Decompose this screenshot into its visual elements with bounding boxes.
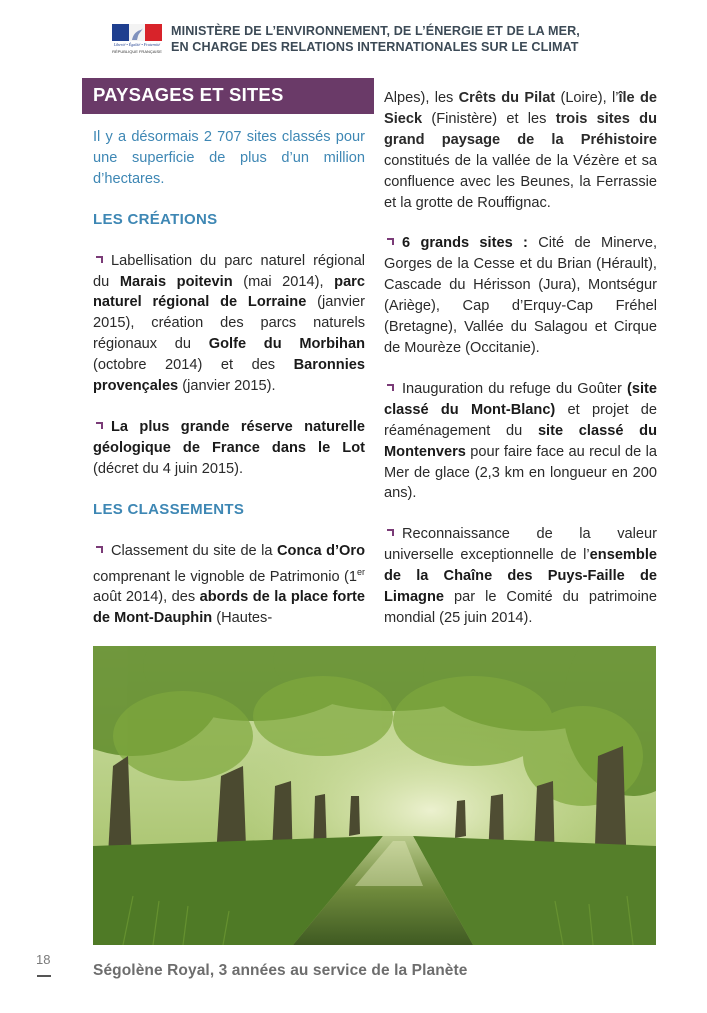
creations-heading: LES CRÉATIONS (93, 210, 218, 228)
arrow-bullet-icon (384, 526, 396, 538)
classements-item-conca-part1: Classement du site de la Conca d’Oro comprenant le vignoble de Patrimonio (1er août 2014), des abords de la place forte de Mont-Dauphin (Hautes- (93, 542, 365, 627)
republic-motto: Liberté • Égalité • Fraternité (113, 42, 161, 47)
section-title: PAYSAGES ET SITES (82, 78, 374, 114)
classements-item-mont-blanc: Inauguration du refuge du Goûter (site classé du Mont-Blanc) et projet de réaménagement du site classé du Montenvers pour faire face au recul de la Mer de glace (2,3 km en longueur en 200 ans). (384, 380, 657, 502)
classements-heading: LES CLASSEMENTS (93, 500, 245, 518)
arrow-bullet-icon (384, 381, 396, 393)
ministry-line-1: MINISTÈRE DE L’ENVIRONNEMENT, DE L’ÉNERGIE ET DE LA MER, (171, 24, 580, 38)
ministry-title (171, 23, 611, 55)
page-number: 18 (36, 952, 51, 967)
marais-poitevin-canal-photo (93, 646, 656, 945)
classements-item-conca-part2: Alpes), les Crêts du Pilat (Loire), l’île de Sieck (Finistère) et les trois sites du grand paysage de la Préhistoire constitués de la vallée de la Vézère et sa confluence avec les Beunes, la Ferrassie et la grotte de Rouffignac. (384, 90, 657, 211)
creations-item-reserve: La plus grande réserve naturelle géologique de France dans le Lot (décret du 4 juin 2015). (93, 418, 365, 477)
republic-label: RÉPUBLIQUE FRANÇAISE (112, 49, 162, 54)
footer-title: Ségolène Royal, 3 années au service de la Planète (93, 962, 468, 979)
classements-item-grands-sites: 6 grands sites : Cité de Minerve, Gorges de la Cesse et du Brian (Hérault), Cascade du Hérisson (Jura), Montségur (Ariège), Cap d’Erquy-Cap Fréhel (Bretagne), Vallée du Salagou et Cirque de Mourèze (Occitanie). (384, 235, 657, 356)
arrow-bullet-icon (384, 235, 396, 247)
ministry-line-2: EN CHARGE DES RELATIONS INTERNATIONALES SUR LE CLIMAT (171, 40, 579, 54)
classements-item-puys: Reconnaissance de la valeur universelle exceptionnelle de l’ensemble de la Chaîne des Puys-Faille de Limagne par le Comité du patrimoine mondial (25 juin 2014). (384, 526, 657, 626)
right-column (384, 88, 657, 629)
arrow-bullet-icon (93, 253, 105, 265)
marianne-logo (112, 24, 162, 56)
page-number-divider (37, 975, 51, 977)
tricolor-flag-icon (112, 24, 162, 41)
intro-paragraph: Il y a désormais 2 707 sites classés pour une superficie de plus d’un million d’hectares. (93, 129, 365, 187)
left-column (93, 78, 365, 629)
creations-item-parks: Labellisation du parc naturel régional du Marais poitevin (mai 2014), parc naturel régional de Lorraine (janvier 2015), création des parcs naturels régionaux du Golfe du Morbihan (octobre 2014) et des Baronnies provençales (janvier 2015). (93, 252, 365, 395)
arrow-bullet-icon (93, 543, 105, 555)
page-header (0, 0, 707, 70)
arrow-bullet-icon (93, 419, 105, 431)
